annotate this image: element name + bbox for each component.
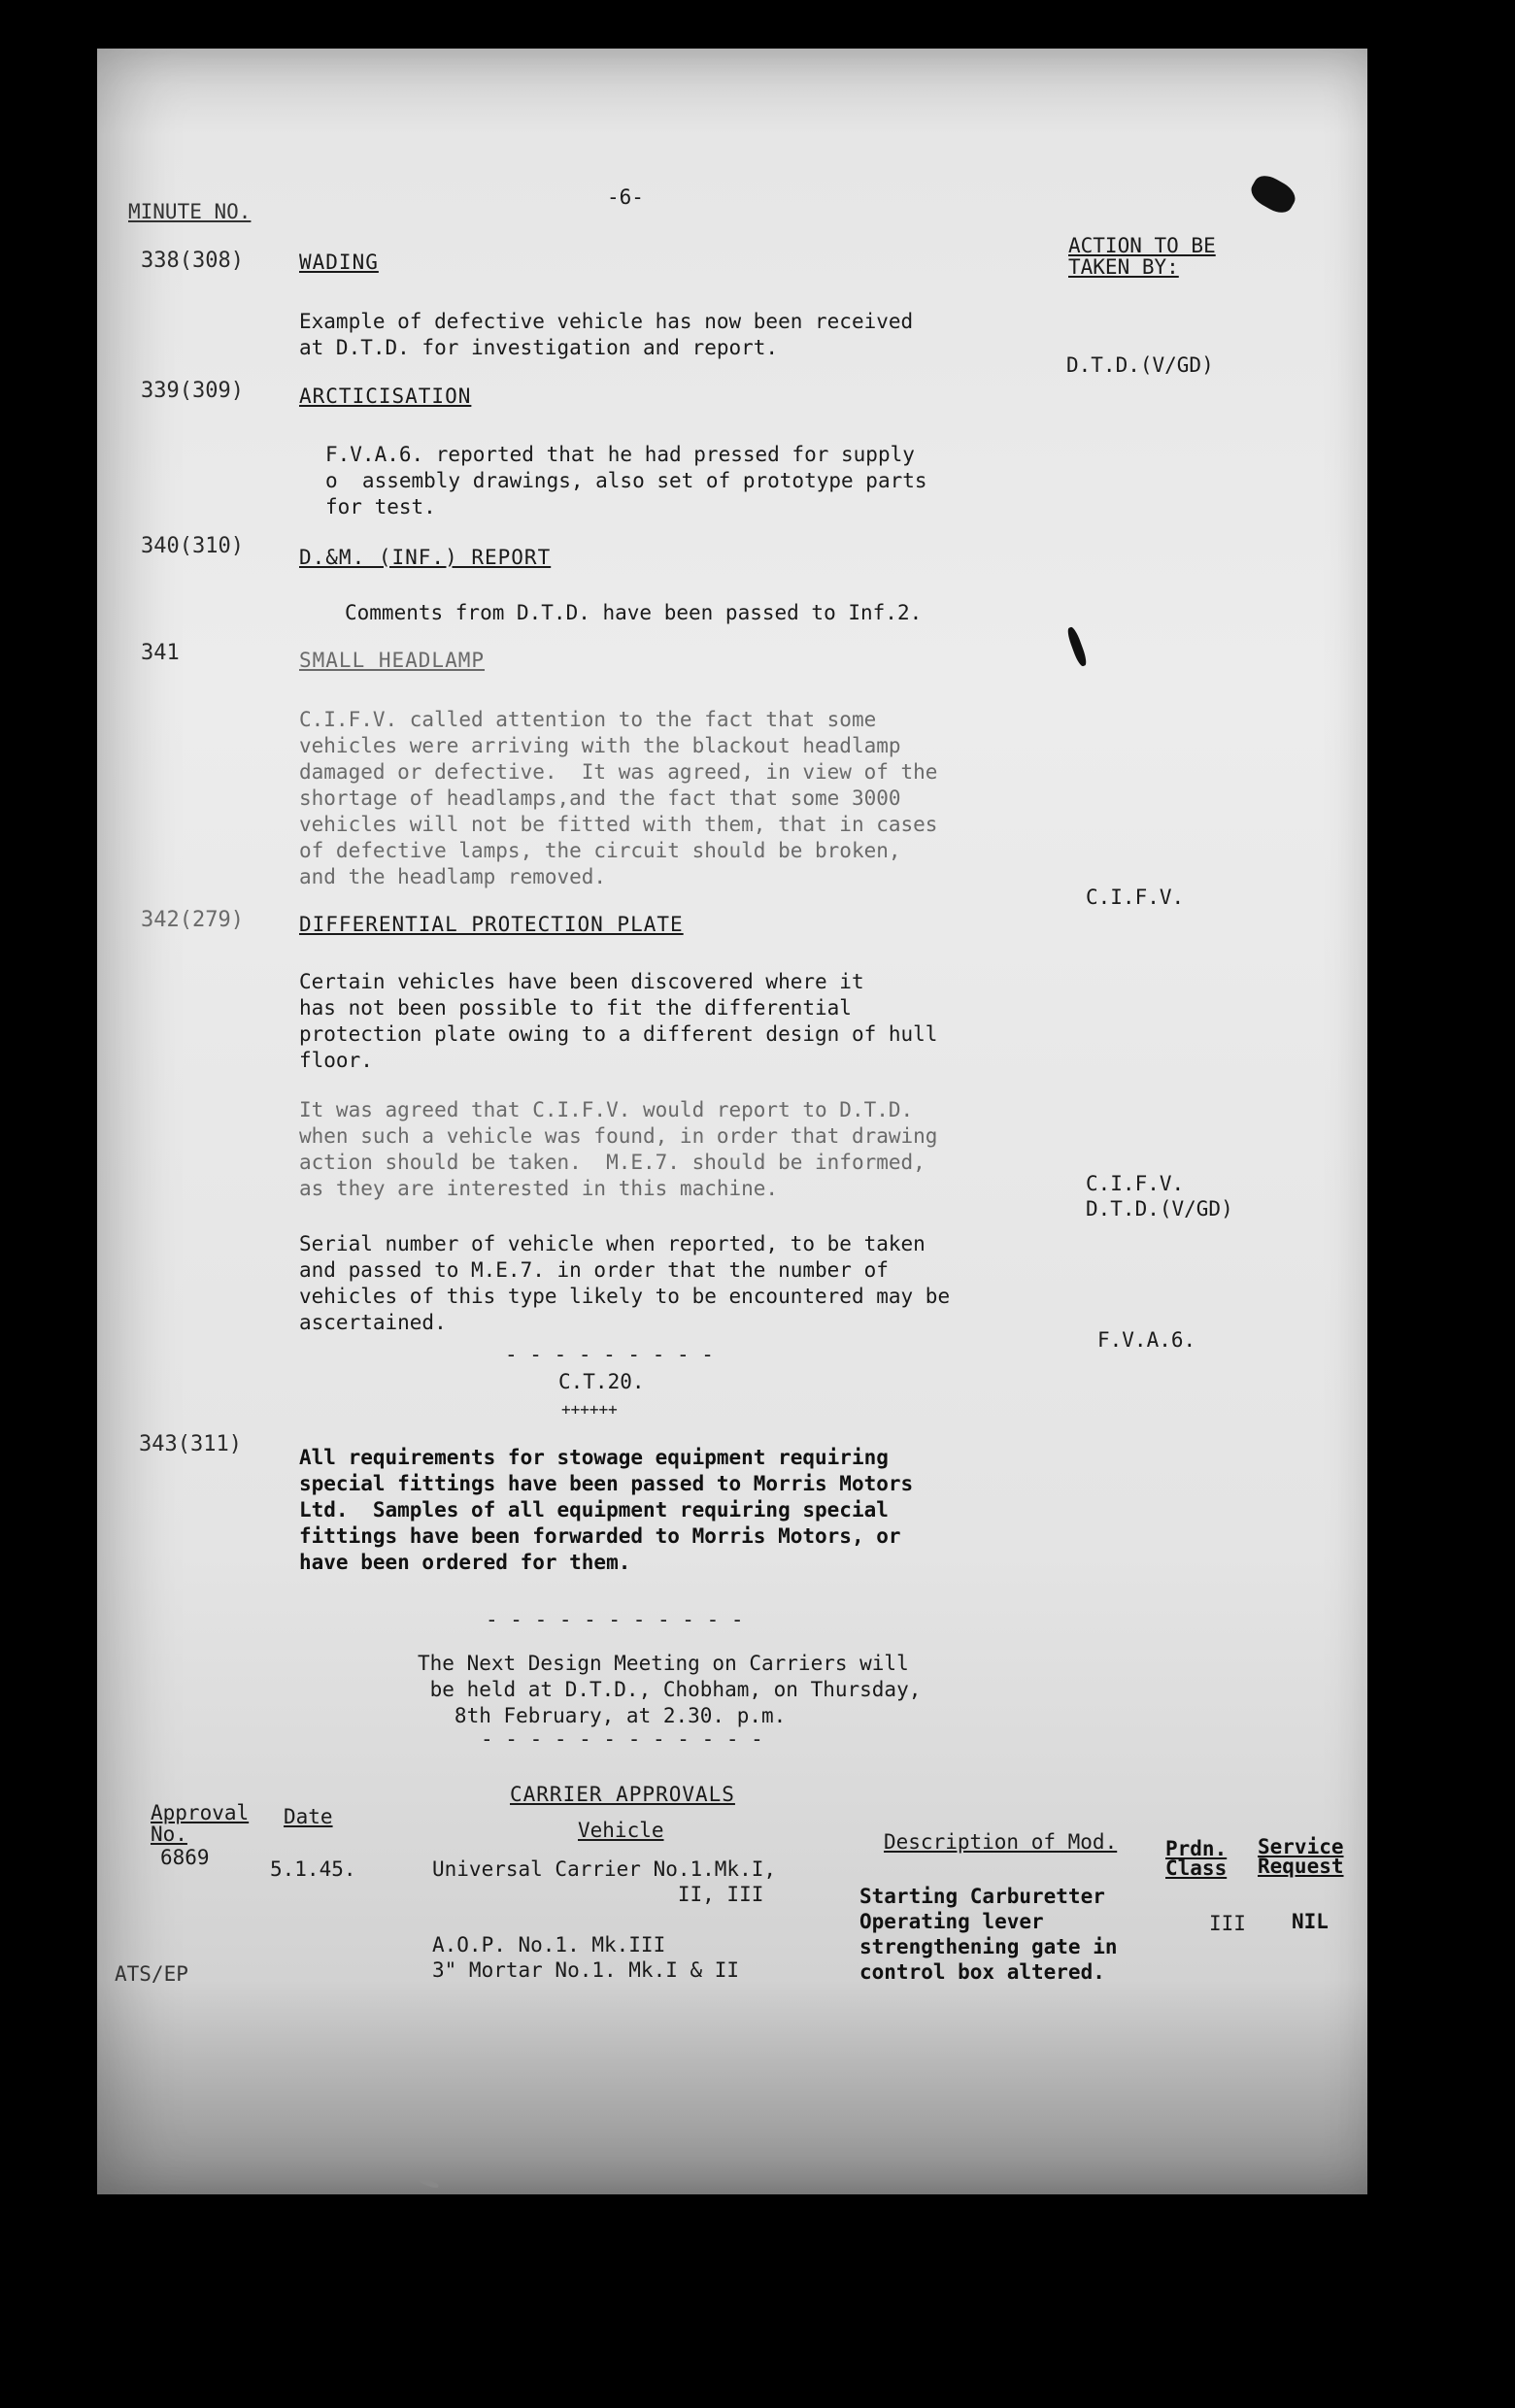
minute-paragraph: Serial number of vehicle when reported, to be taken and passed to M.E.7. in order that the number of vehicles of this type likely to be encountered may be ascertained. — [299, 1232, 951, 1334]
minute-no-label: MINUTE NO. — [128, 200, 252, 223]
col-service-request: Service Request — [1258, 1835, 1344, 1878]
page-number: -6- — [607, 185, 644, 209]
col-approval-no: Approval No. — [151, 1801, 250, 1846]
col-description: Description of Mod. — [884, 1830, 1118, 1854]
section-stars: ++++++ — [561, 1400, 618, 1419]
action-taker: C.I.F.V. D.T.D.(V/GD) — [1086, 1172, 1233, 1221]
minute-heading: D.&M. (INF.) REPORT — [299, 546, 552, 569]
col-prodn-class: Prdn. Class — [1165, 1837, 1228, 1880]
service-request-cell: NIL — [1292, 1910, 1329, 1933]
minute-number: 341 — [141, 641, 180, 665]
section-title: C.T.20. — [558, 1370, 645, 1393]
minute-heading: SMALL HEADLAMP — [299, 649, 486, 672]
separator-dashes: - - - - - - - - - - - — [486, 1608, 744, 1631]
minute-number: 342(279) — [141, 908, 244, 932]
action-header: ACTION TO BE TAKEN BY: — [1068, 234, 1216, 279]
description-cell: Starting Carburetter Operating lever strengthening gate in control box altered. — [859, 1885, 1118, 1984]
minute-paragraph: Certain vehicles have been discovered where it has not been possible to fit the differential protection plate owing to a different design of hull floor. — [299, 970, 938, 1072]
minute-number: 339(309) — [141, 379, 244, 403]
date-cell: 5.1.45. — [270, 1857, 356, 1881]
approval-no-cell: 6869 — [160, 1846, 210, 1869]
col-date: Date — [284, 1805, 333, 1828]
next-meeting-underline: - - - - - - - - - - - - — [481, 1727, 763, 1751]
minute-number: 340(310) — [141, 534, 244, 558]
vehicle-cell: Universal Carrier No.1.Mk.I, II, III A.O.P. No.1. Mk.III 3" Mortar No.1. Mk.I & II — [432, 1857, 777, 1982]
prodn-class-cell: III — [1209, 1912, 1246, 1935]
minute-paragraph: Comments from D.T.D. have been passed to Inf.2. — [345, 601, 923, 624]
minute-number: 338(308) — [141, 249, 244, 273]
minute-number: 343(311) — [139, 1432, 242, 1456]
minute-heading: ARCTICISATION — [299, 385, 472, 408]
action-taker: D.T.D.(V/GD) — [1066, 353, 1214, 377]
minute-paragraph: It was agreed that C.I.F.V. would report to D.T.D. when such a vehicle was found, in order that drawing action should be taken. M.E.7. should be informed, as they are interested in this machine. — [299, 1098, 938, 1200]
reference-initials: ATS/EP — [115, 1962, 188, 1986]
minute-paragraph: All requirements for stowage equipment requiring special fittings have been passed to Morris Motors Ltd. Samples of all equipment requiring special fittings have been forwarded to Morris Motors, or have been ordered for them. — [299, 1446, 914, 1574]
minute-heading: DIFFERENTIAL PROTECTION PLATE — [299, 913, 684, 936]
minute-paragraph: C.I.F.V. called attention to the fact that some vehicles were arriving with the blackout headlamp damaged or defective. It was agreed, in view of the shortage of headlamps,and the fact that some 3000 vehicles will not be fitted with them, that in cases of defective lamps, the circuit should be broken, and the headlamp removed. — [299, 708, 938, 888]
action-taker: F.V.A.6. — [1097, 1328, 1196, 1352]
minute-paragraph: F.V.A.6. reported that he had pressed for supply o assembly drawings, also set of prototype parts for test. — [325, 443, 927, 518]
next-meeting-notice: The Next Design Meeting on Carriers will be held at D.T.D., Chobham, on Thursday, 8th February, at 2.30. p.m. — [418, 1652, 922, 1727]
col-vehicle: Vehicle — [578, 1819, 664, 1842]
minute-heading: WADING — [299, 251, 379, 274]
minute-paragraph: Example of defective vehicle has now been received at D.T.D. for investigation and report. — [299, 310, 914, 359]
action-taker: C.I.F.V. — [1086, 886, 1185, 909]
approvals-title: CARRIER APPROVALS — [510, 1783, 735, 1806]
section-dashes: - - - - - - - - - — [505, 1343, 714, 1366]
